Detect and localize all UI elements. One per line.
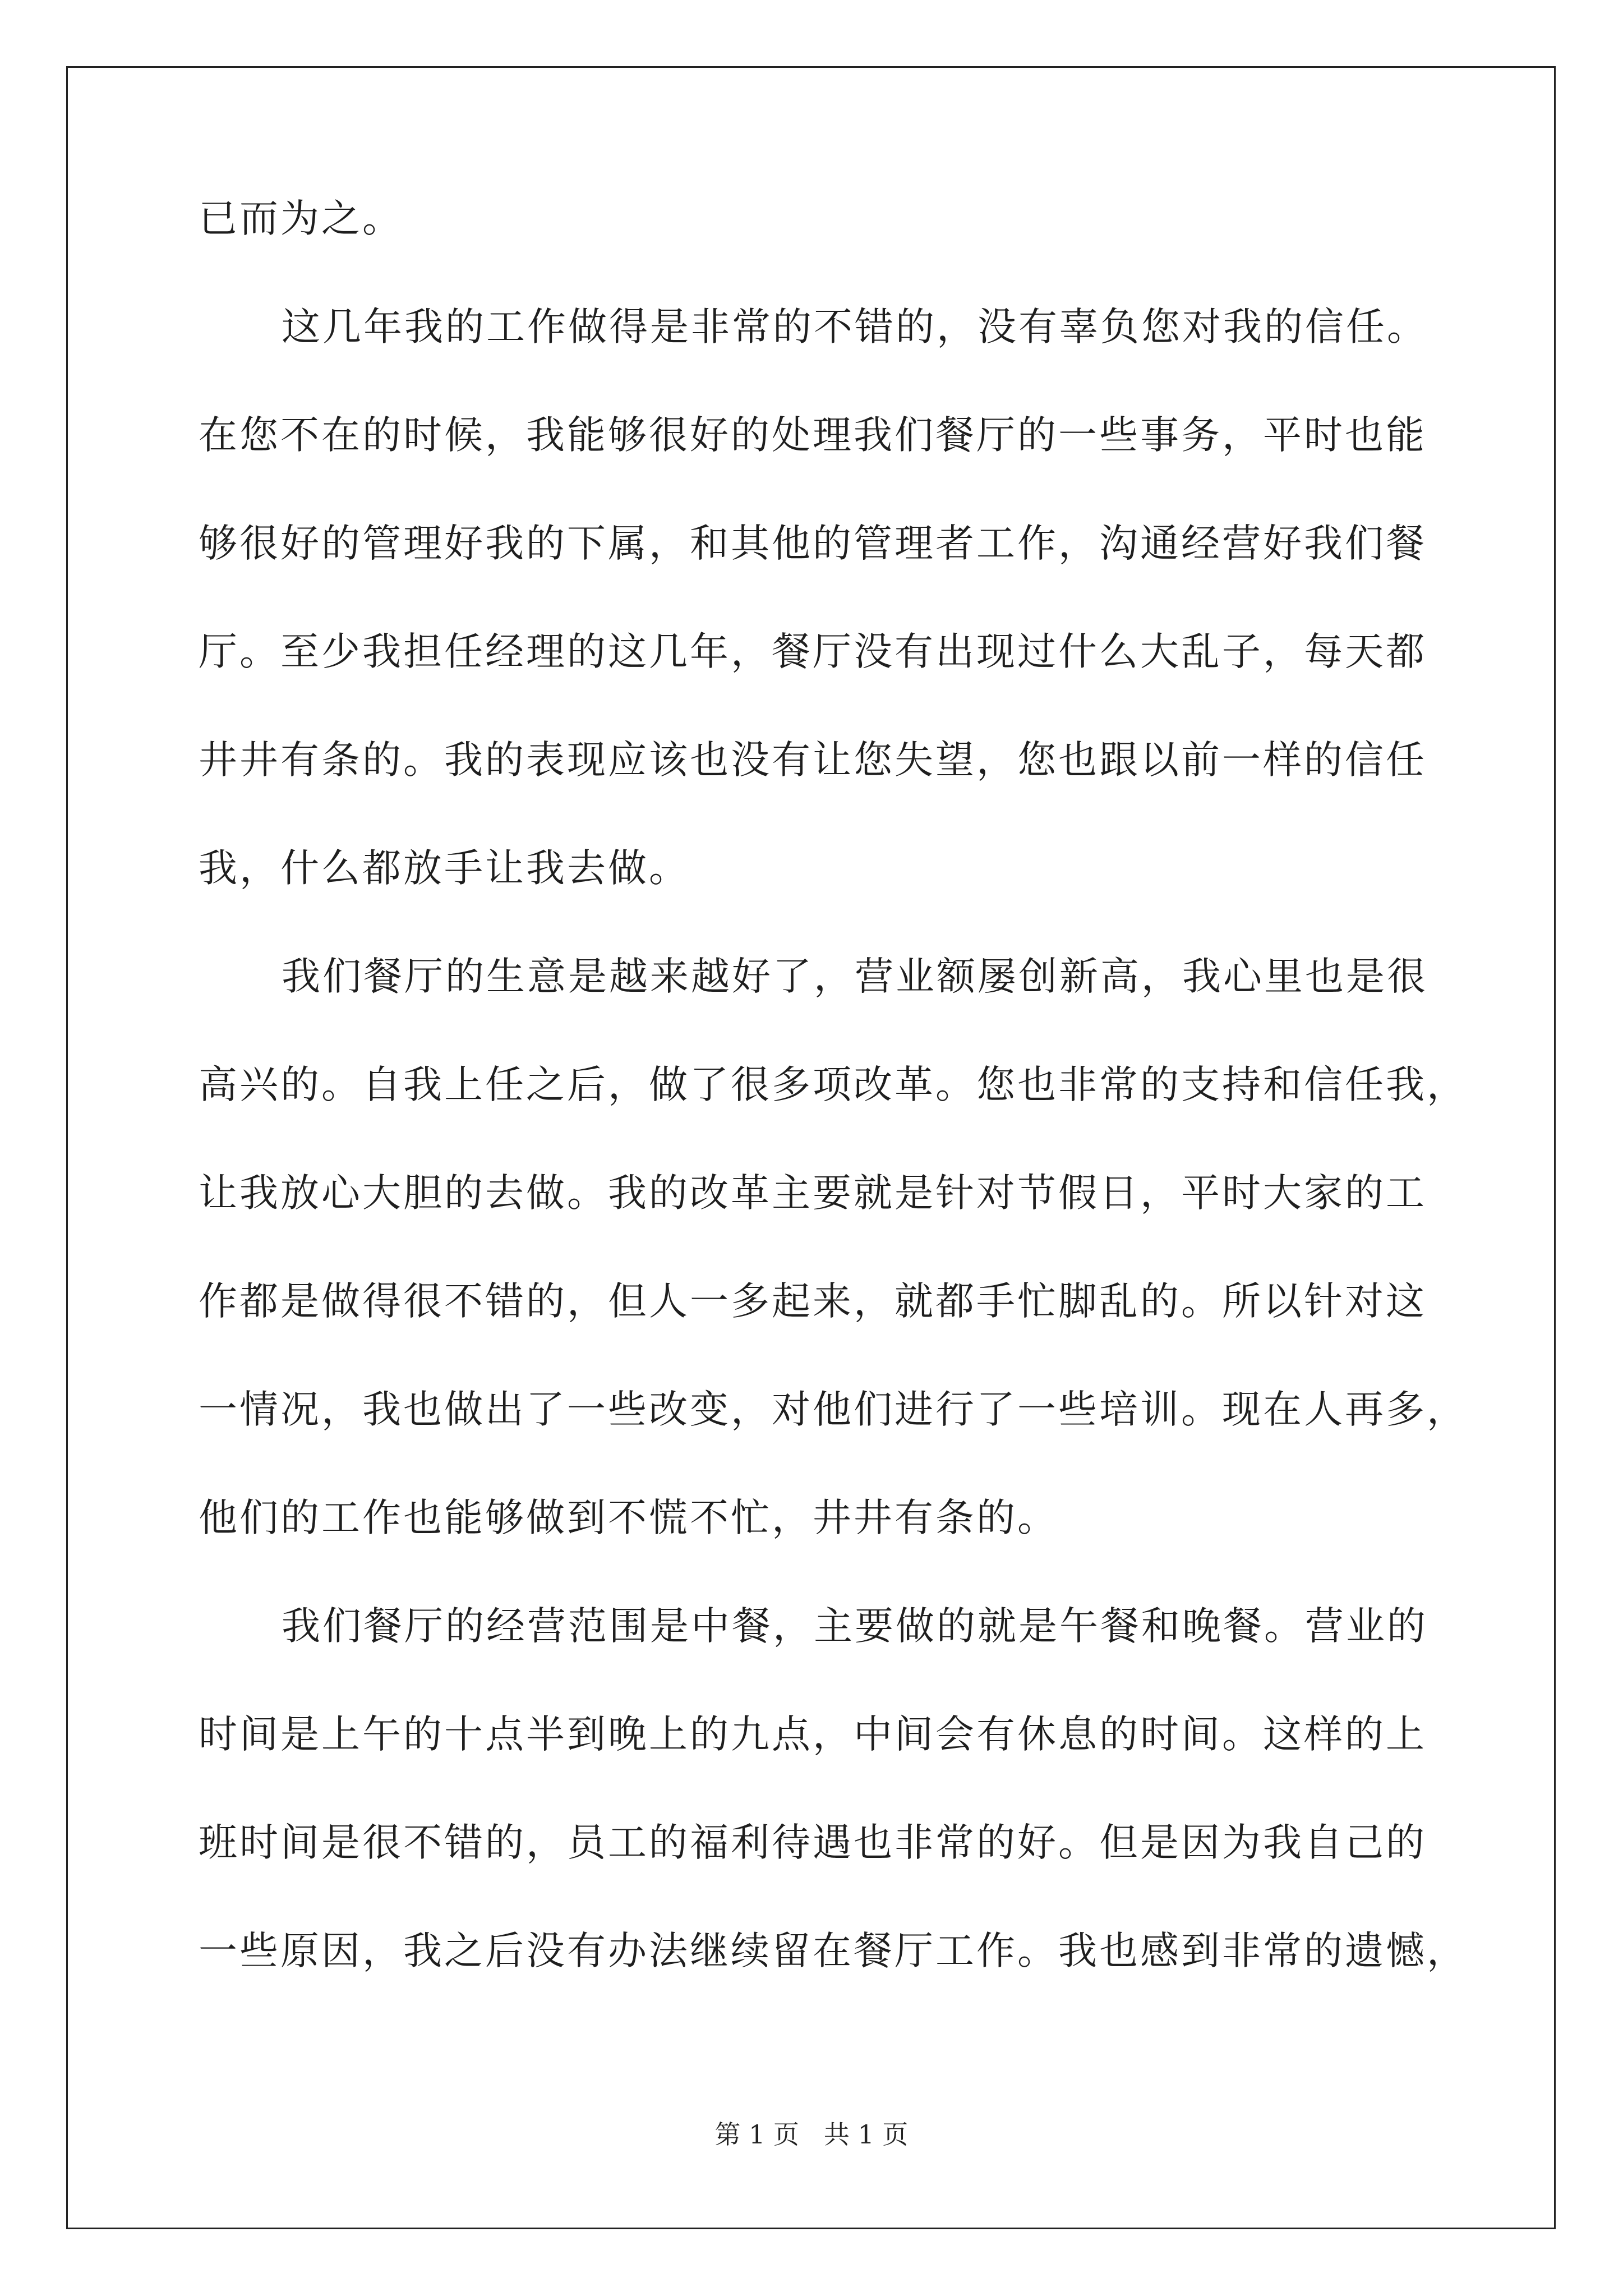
text-line: 井井有条的。我的表现应该也没有让您失望，您也跟以前一样的信任	[199, 738, 1427, 783]
text-line: 高兴的。自我上任之后，做了很多项改革。您也非常的支持和信任我，	[199, 1062, 1468, 1107]
text-line: 他们的工作也能够做到不慌不忙，井井有条的。	[199, 1496, 1058, 1540]
text-line: 已而为之。	[199, 196, 403, 241]
text-line: 一情况，我也做出了一些改变，对他们进行了一些培训。现在人再多，	[199, 1387, 1468, 1432]
page-border	[66, 66, 1556, 2229]
text-line: 我们餐厅的生意是越来越好了，营业额屡创新高，我心里也是很	[282, 954, 1428, 999]
text-line: 一些原因，我之后没有办法继续留在餐厅工作。我也感到非常的遗憾，	[199, 1929, 1468, 1973]
text-line: 我，什么都放手让我去做。	[199, 846, 690, 891]
text-line: 我们餐厅的经营范围是中餐，主要做的就是午餐和晚餐。营业的	[282, 1604, 1428, 1649]
text-line: 让我放心大胆的去做。我的改革主要就是针对节假日，平时大家的工	[199, 1171, 1427, 1216]
text-line: 够很好的管理好我的下属，和其他的管理者工作，沟通经营好我们餐	[199, 521, 1427, 566]
text-line: 在您不在的时候，我能够很好的处理我们餐厅的一些事务，平时也能	[199, 413, 1427, 458]
page-footer: 第 1 页 共 1 页	[714, 2119, 909, 2150]
text-line: 作都是做得很不错的，但人一多起来，就都手忙脚乱的。所以针对这	[199, 1279, 1427, 1324]
text-line: 班时间是很不错的，员工的福利待遇也非常的好。但是因为我自己的	[199, 1820, 1427, 1865]
text-line: 时间是上午的十点半到晚上的九点，中间会有休息的时间。这样的上	[199, 1712, 1427, 1757]
text-line: 厅。至少我担任经理的这几年，餐厅没有出现过什么大乱子，每天都	[199, 629, 1427, 674]
text-line: 这几年我的工作做得是非常的不错的，没有辜负您对我的信任。	[282, 305, 1428, 349]
